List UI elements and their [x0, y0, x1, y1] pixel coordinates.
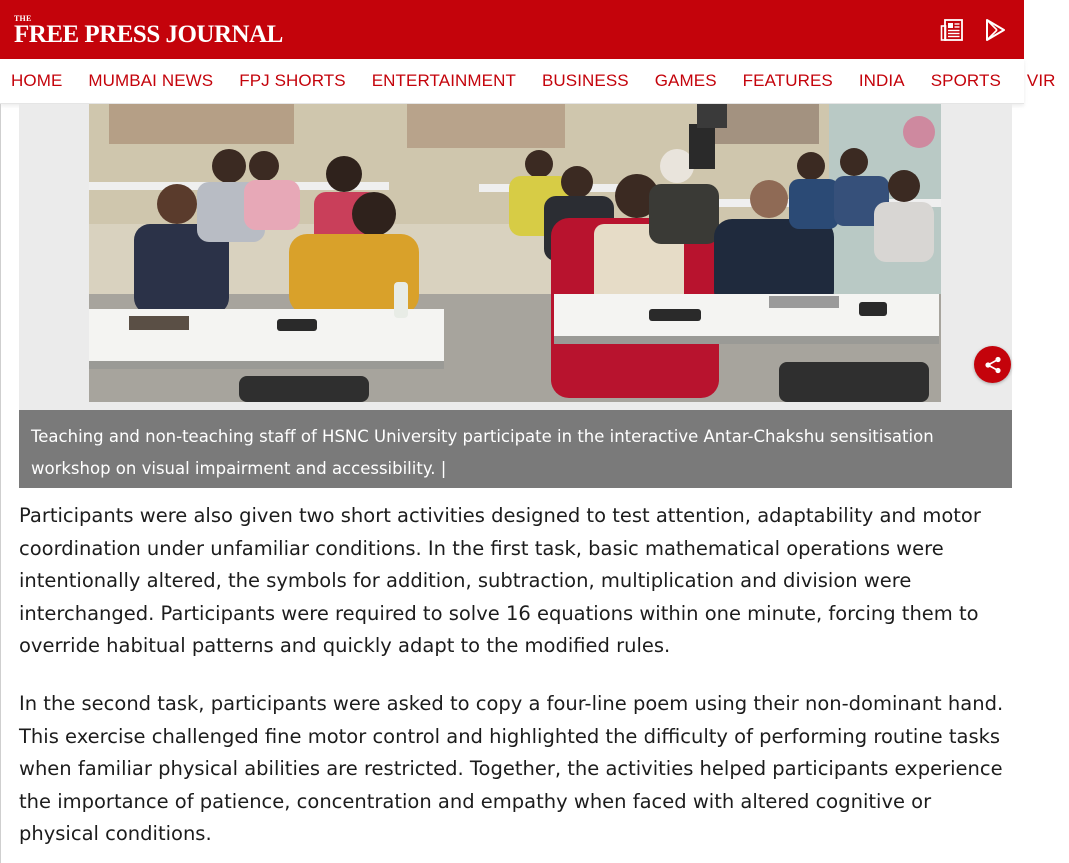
play-store-icon[interactable]	[982, 17, 1008, 43]
main-nav	[0, 59, 1056, 104]
share-icon	[984, 356, 1002, 374]
article-photo[interactable]	[89, 104, 941, 402]
site-logo[interactable]	[14, 10, 283, 50]
nav-item-viral[interactable]: VIR	[1026, 71, 1056, 90]
nav-item-features[interactable]: FEATURES	[742, 71, 833, 90]
logo-text: FREE PRESS JOURNAL	[14, 20, 283, 48]
workshop-photo-illustration	[89, 104, 941, 402]
share-button[interactable]	[974, 346, 1011, 383]
nav-item-home[interactable]: HOME	[11, 71, 63, 90]
nav-item-india[interactable]: INDIA	[858, 71, 905, 90]
article-paragraph: In the second task, participants were asked to copy a four-line poem using their non-dominant hand. This exercise challenged fine motor control and highlighted the difficulty of performing routine tasks when familiar physical abilities are restricted. Together, the activities helped participants experience the importance of patience, concentration and empathy when faced with altered cognitive or physical conditions.	[19, 692, 1004, 845]
page-edge-divider	[0, 104, 1, 863]
nav-item-entertainment[interactable]: ENTERTAINMENT	[371, 71, 516, 90]
nav-item-business[interactable]: BUSINESS	[541, 71, 629, 90]
nav-item-games[interactable]: GAMES	[654, 71, 717, 90]
image-caption: Teaching and non-teaching staff of HSNC University participate in the interactive Antar-Chakshu sensitisation workshop on visual impairment and accessibility. |	[19, 410, 1012, 488]
article-content	[0, 104, 1024, 863]
article-image-container	[19, 104, 1012, 410]
nav-item-fpj-shorts[interactable]: FPJ SHORTS	[239, 71, 346, 90]
nav-item-sports[interactable]: SPORTS	[930, 71, 1001, 90]
epaper-icon[interactable]	[940, 17, 966, 43]
header-actions	[940, 17, 1008, 43]
article-paragraph: Participants were also given two short activities designed to test attention, adaptability and motor coordination under unfamiliar conditions. In the first task, basic mathematical operations were intentionally altered, the symbols for addition, subtraction, multiplication and division were interchanged. Participants were required to solve 16 equations within one minute, forcing them to override habitual patterns and quickly adapt to the modified rules.	[19, 504, 981, 657]
site-header	[0, 0, 1024, 59]
logo-the: THE	[14, 13, 32, 23]
nav-item-mumbai-news[interactable]: MUMBAI NEWS	[88, 71, 214, 90]
